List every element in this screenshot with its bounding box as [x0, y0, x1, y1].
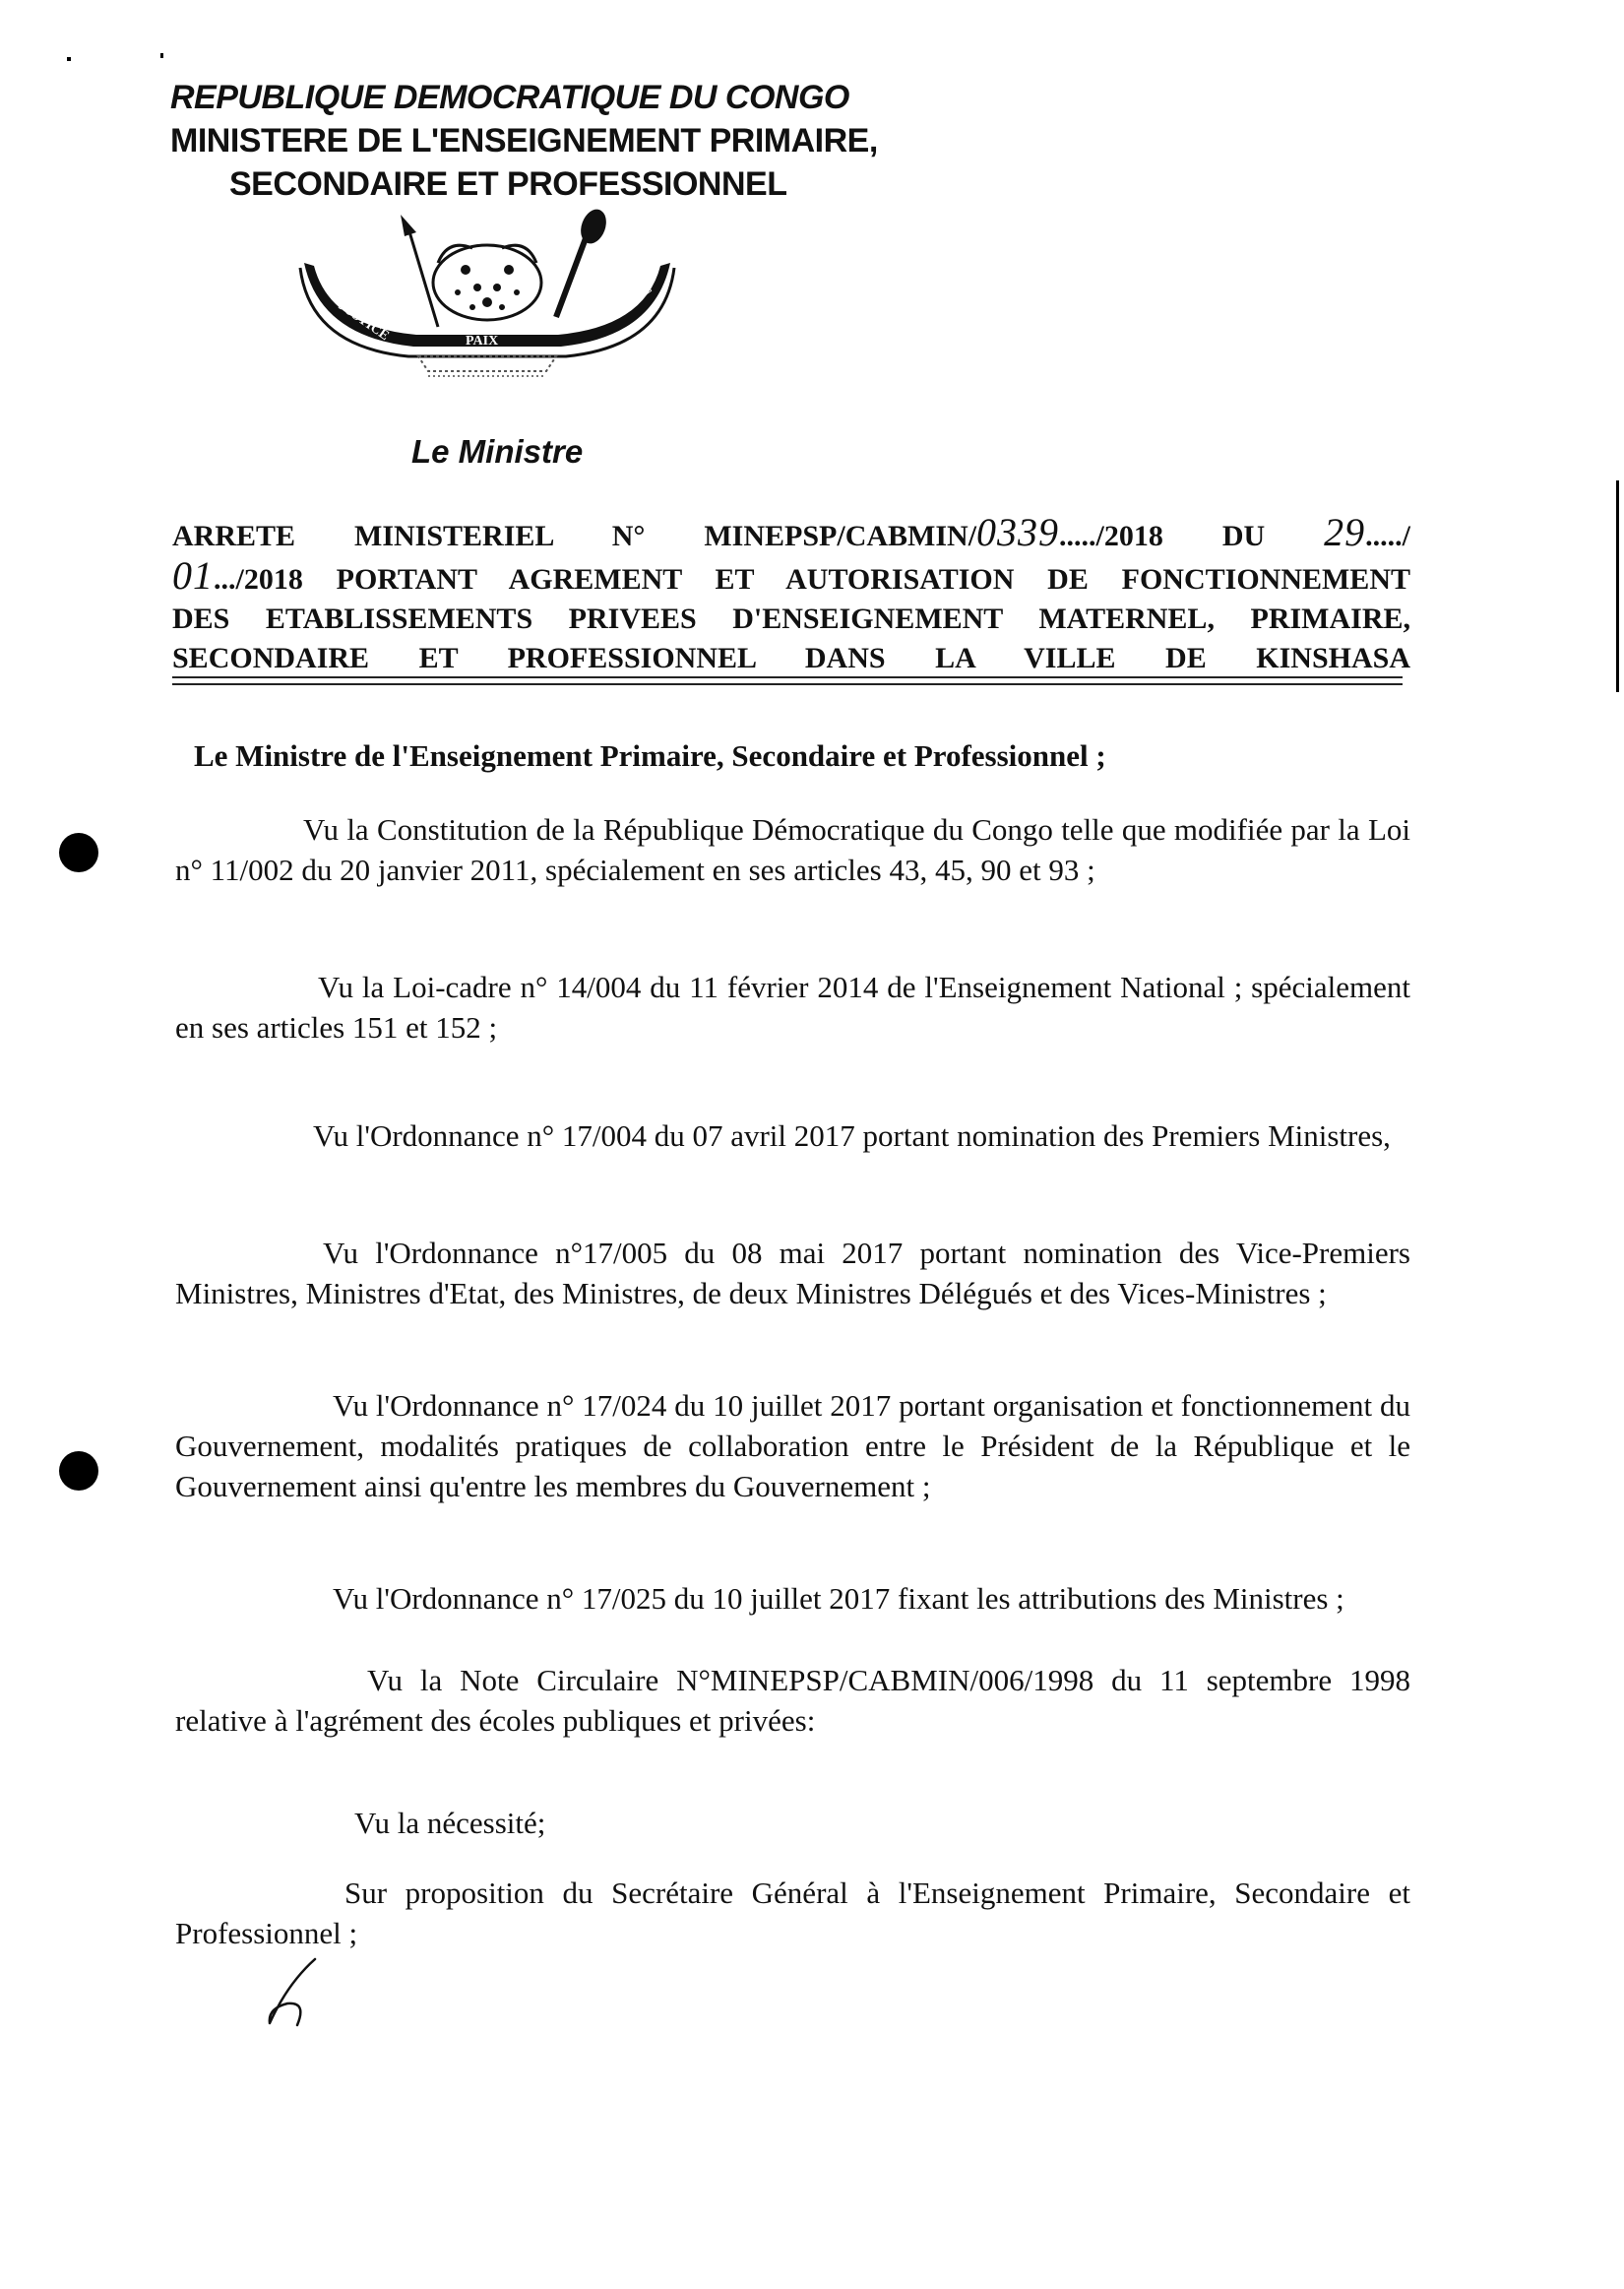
- emblem-motto-right: TRAVAIL: [596, 282, 656, 329]
- considerant-ordonnance-17-005: Vu l'Ordonnance n°17/005 du 08 mai 2017 portant nomination des Vice-Premiers Ministres, Ministres d'Etat, des Ministres, de deux Ministres Délégués et des Vices-Ministres ;: [175, 1236, 1410, 1310]
- handwritten-month: 01: [172, 553, 214, 598]
- emblem-motto-center: PAIX: [466, 334, 499, 349]
- decree-title-line1: ARRETE MINISTERIEL N° MINEPSP/CABMIN/0339...../2018 DU 29...../: [172, 510, 1410, 554]
- considerant-note-circulaire: Vu la Note Circulaire N°MINEPSP/CABMIN/006/1998 du 11 septembre 1998 relative à l'agrément des écoles publiques et privées:: [175, 1663, 1410, 1738]
- handwritten-day: 29: [1324, 510, 1366, 554]
- punch-hole-mark: [59, 833, 98, 872]
- decree-title-line3: DES ETABLISSEMENTS PRIVEES D'ENSEIGNEMENT MATERNEL, PRIMAIRE,: [172, 603, 1410, 635]
- considerant-loi-cadre: Vu la Loi-cadre n° 14/004 du 11 février 2014 de l'Enseignement National ; spécialement en ses articles 151 et 152 ;: [175, 970, 1410, 1045]
- coat-of-arms-emblem: [290, 209, 684, 396]
- title-underline-2: [172, 683, 1403, 685]
- country-heading: REPUBLIQUE DEMOCRATIQUE DU CONGO: [170, 79, 849, 116]
- considerant-necessite: Vu la nécessité;: [354, 1806, 546, 1840]
- emblem-motto-left: JUSTICE: [335, 297, 392, 345]
- considerant-ordonnance-17-024: Vu l'Ordonnance n° 17/024 du 10 juillet 2017 portant organisation et fonctionnement du Gouvernement, modalités pratiques de collaboration entre le Président de la République et le Gouvernement ainsi qu'entre les membres du Gouvernement ;: [175, 1388, 1410, 1503]
- title-underline-1: [172, 676, 1403, 678]
- considerant-ordonnance-17-025: Vu l'Ordonnance n° 17/025 du 10 juillet 2017 fixant les attributions des Ministres ;: [333, 1581, 1344, 1616]
- ministry-heading-line2: SECONDAIRE ET PROFESSIONNEL: [229, 165, 787, 203]
- considerant-proposition: Sur proposition du Secrétaire Général à l'Enseignement Primaire, Secondaire et Professionnel ;: [175, 1876, 1410, 1950]
- handwritten-initial: [258, 1954, 327, 2033]
- decree-title-line4: SECONDAIRE ET PROFESSIONNEL DANS LA VILLE DE KINSHASA: [172, 642, 1410, 674]
- scan-speck: [160, 53, 163, 58]
- minister-label: Le Ministre: [411, 433, 584, 470]
- scan-edge-line: [1616, 480, 1619, 692]
- ministry-heading-line1: MINISTERE DE L'ENSEIGNEMENT PRIMAIRE,: [170, 122, 878, 159]
- decree-title-line2: 01.../2018 PORTANT AGREMENT ET AUTORISATION DE FONCTIONNEMENT: [172, 553, 1410, 598]
- decree-title: [172, 510, 1410, 678]
- minister-intro: Le Ministre de l'Enseignement Primaire, Secondaire et Professionnel ;: [194, 738, 1106, 773]
- handwritten-decree-number: 0339: [976, 510, 1060, 554]
- punch-hole-mark: [59, 1451, 98, 1491]
- considerant-constitution: Vu la Constitution de la République Démocratique du Congo telle que modifiée par la Loi n° 11/002 du 20 janvier 2011, spécialement en ses articles 43, 45, 90 et 93 ;: [175, 812, 1410, 887]
- scan-speck: [67, 57, 71, 61]
- considerant-ordonnance-17-004: Vu l'Ordonnance n° 17/004 du 07 avril 2017 portant nomination des Premiers Ministres,: [313, 1118, 1391, 1153]
